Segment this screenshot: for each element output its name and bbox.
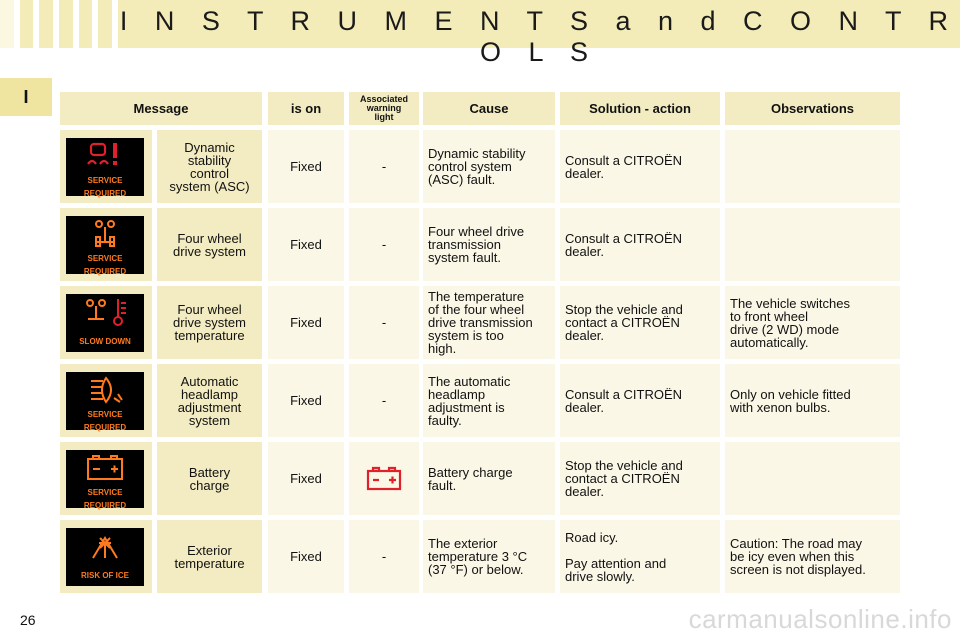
text-line: REQUIRED — [83, 423, 127, 432]
observations-cell — [725, 364, 900, 437]
text-line: Consult a CITROËN — [565, 152, 683, 168]
text-line: to front wheel — [730, 308, 809, 324]
text-line: SERVICE — [87, 254, 123, 263]
solution-cell — [560, 208, 720, 281]
text-line: SERVICE — [87, 176, 123, 185]
text-line: Battery charge — [428, 464, 513, 480]
cause-cell — [423, 364, 555, 437]
text-line: dealer. — [565, 243, 605, 259]
page-number: 26 — [20, 612, 36, 628]
page-title: I N S T R U M E N T S a n d C O N T R O L S — [119, 6, 959, 67]
screen-label — [69, 255, 141, 281]
text-line: The temperature — [428, 289, 525, 304]
solution-cell — [560, 364, 720, 437]
text-line: control — [189, 165, 230, 181]
message-cell — [157, 520, 262, 593]
header-associated-light-line: Associated — [359, 94, 409, 104]
battery-service-icon — [66, 450, 144, 508]
text-line: dealer. — [565, 328, 605, 343]
text-line: Stop the vehicle and — [565, 302, 683, 317]
header-associated-light-line: warning — [366, 103, 402, 113]
text-line: temperature — [174, 328, 245, 343]
text-line: charge — [189, 477, 230, 493]
is-on-cell: Fixed — [268, 364, 344, 437]
screen-label — [69, 572, 141, 585]
text-line: (ASC) fault. — [428, 172, 496, 187]
message-cell — [157, 208, 262, 281]
is-on-cell: Fixed — [268, 520, 344, 593]
text-line: fault. — [428, 477, 457, 493]
text-line: The vehicle switches — [730, 295, 850, 311]
text-line: Consult a CITROËN — [565, 386, 683, 402]
text-line: Battery — [188, 464, 231, 480]
observations-cell — [725, 286, 900, 359]
text-line: drive transmission — [428, 315, 533, 330]
text-line: faulty. — [428, 412, 462, 428]
cause-cell — [423, 520, 555, 593]
text-line: screen is not displayed. — [730, 562, 866, 577]
text-line: temperature — [174, 555, 245, 571]
text-line: system — [188, 412, 231, 428]
screen-label — [69, 411, 141, 437]
text-line: Four wheel drive — [428, 224, 525, 239]
text-line: system is too — [428, 328, 504, 343]
is-on-cell: Fixed — [268, 286, 344, 359]
text-line: Consult a CITROËN — [565, 230, 683, 246]
4wd-service-icon — [66, 216, 144, 274]
text-line: adjustment — [177, 399, 242, 415]
text-line: contact a CITROËN — [565, 315, 680, 330]
text-line: adjustment is — [428, 399, 505, 415]
watermark: carmanualsonline.info — [688, 604, 952, 634]
warning-light-cell — [349, 442, 419, 515]
is-on-cell: Fixed — [268, 208, 344, 281]
header-associated-light-line: light — [374, 112, 394, 122]
header-message: Message — [60, 92, 262, 125]
esp-service-icon — [66, 138, 144, 196]
text-line: (37 °F) or below. — [428, 562, 524, 577]
text-line: system fault. — [428, 250, 501, 265]
text-line: REQUIRED — [83, 501, 127, 510]
battery-warning-icon — [365, 465, 403, 493]
warning-light-cell: - — [349, 208, 419, 281]
text-line: contact a CITROËN — [565, 471, 680, 486]
screen-label — [69, 489, 141, 515]
text-line: be icy even when this — [730, 549, 855, 564]
text-line: automatically. — [730, 334, 809, 350]
header-solution: Solution - action — [560, 92, 720, 125]
screen-label — [69, 338, 141, 351]
is-on-cell: Fixed — [268, 442, 344, 515]
message-cell — [157, 286, 262, 359]
text-line: Exterior — [187, 542, 232, 558]
message-cell — [157, 442, 262, 515]
observations-cell — [725, 442, 900, 515]
chapter-tab: I — [0, 78, 52, 116]
cause-cell — [423, 286, 555, 359]
text-line: Pay attention and — [565, 555, 667, 571]
solution-cell — [560, 286, 720, 359]
text-line: Automatic — [180, 373, 239, 389]
text-line: REQUIRED — [83, 267, 127, 276]
4wd-temperature-icon — [66, 294, 144, 352]
text-line: headlamp — [180, 386, 239, 402]
header-stripes — [0, 0, 118, 48]
is-on-cell: Fixed — [268, 130, 344, 203]
text-line: SERVICE — [87, 410, 123, 419]
header-cause: Cause — [423, 92, 555, 125]
text-line: dealer. — [565, 165, 605, 181]
text-line: drive (2 WD) mode — [730, 321, 840, 337]
cause-cell — [423, 208, 555, 281]
text-line: stability — [187, 152, 232, 168]
text-line: The exterior — [428, 536, 498, 551]
text-line: transmission — [428, 237, 501, 252]
text-line: Stop the vehicle and — [565, 458, 683, 473]
text-line: RISK OF ICE — [80, 571, 129, 580]
text-line: SERVICE — [87, 488, 123, 497]
observations-cell — [725, 520, 900, 593]
text-line: system (ASC) — [169, 178, 250, 194]
message-cell — [157, 364, 262, 437]
text-line: drive system — [173, 315, 246, 330]
warning-light-cell: - — [349, 520, 419, 593]
warning-light-cell: - — [349, 364, 419, 437]
text-line: Four wheel — [177, 230, 242, 246]
screen-label — [69, 177, 141, 203]
text-line — [565, 544, 666, 557]
ice-risk-icon — [66, 528, 144, 586]
text-line: dealer. — [565, 399, 605, 415]
text-line: control system — [428, 159, 512, 174]
observations-cell — [725, 130, 900, 203]
cause-cell — [423, 130, 555, 203]
text-line: SLOW DOWN — [79, 337, 131, 346]
text-line: Only on vehicle fitted — [730, 386, 851, 402]
message-cell — [157, 130, 262, 203]
observations-cell — [725, 208, 900, 281]
text-line: Dynamic — [184, 139, 235, 155]
headlamp-service-icon — [66, 372, 144, 430]
cause-cell — [423, 442, 555, 515]
text-line: REQUIRED — [83, 189, 127, 198]
solution-cell — [560, 442, 720, 515]
text-line: temperature 3 °C — [428, 549, 528, 564]
solution-cell — [560, 130, 720, 203]
text-line: Road icy. — [565, 529, 619, 545]
text-line: with xenon bulbs. — [730, 399, 831, 415]
text-line: of the four wheel — [428, 302, 525, 317]
text-line: high. — [428, 341, 457, 356]
header-observations: Observations — [725, 92, 900, 125]
text-line: The automatic — [428, 373, 511, 389]
text-line: Four wheel — [177, 302, 242, 317]
text-line: drive slowly. — [565, 568, 635, 584]
text-line: headlamp — [428, 386, 486, 402]
header-is-on: is on — [268, 92, 344, 125]
header-associated-light — [349, 92, 419, 125]
text-line: dealer. — [565, 484, 605, 499]
text-line: drive system — [173, 243, 246, 259]
solution-cell — [560, 520, 720, 593]
text-line: Dynamic stability — [428, 146, 526, 161]
text-line: Caution: The road may — [730, 536, 862, 551]
warning-light-cell: - — [349, 286, 419, 359]
warning-light-cell: - — [349, 130, 419, 203]
